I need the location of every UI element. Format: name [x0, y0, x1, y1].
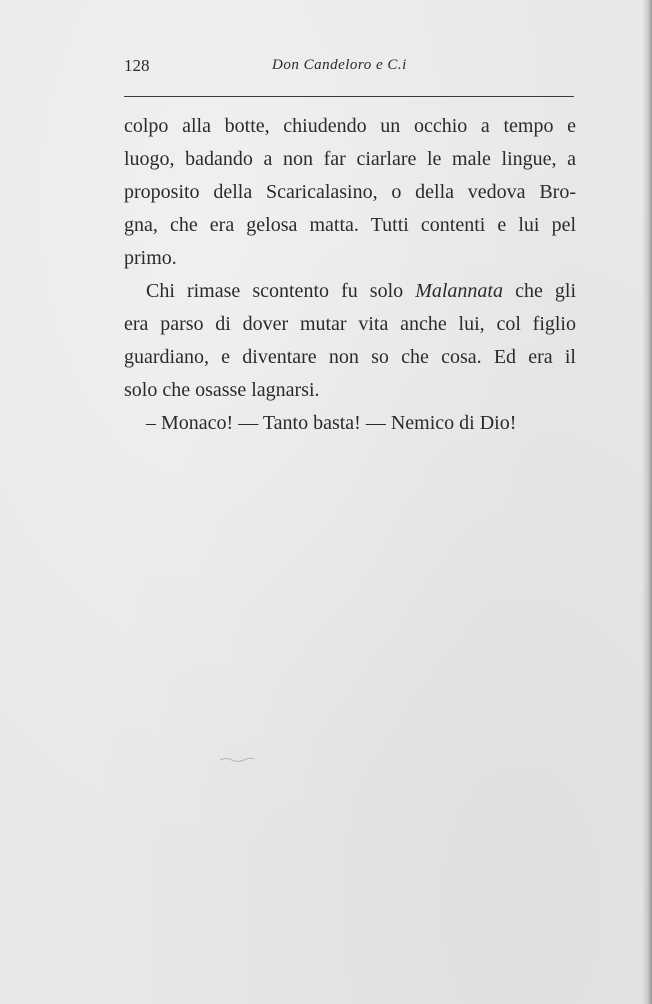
text-line-paragraph-start: [124, 275, 576, 308]
text-fragment: che gli: [503, 280, 577, 302]
body-text: [124, 110, 576, 440]
text-line-dialogue: – Monaco! — Tanto basta! — Nemico di Dio!: [146, 412, 517, 434]
text-line: proposito della Scaricalasino, o della vedova Bro-: [124, 181, 576, 203]
text-line: guardiano, e diventare non so che cosa. Ed era il: [124, 346, 576, 368]
text-line: solo che osasse lagnarsi.: [124, 379, 320, 401]
page-header: [124, 56, 574, 80]
page-number: 128: [124, 56, 150, 75]
page-edge-shadow: [642, 0, 652, 1004]
text-line: gna, che era gelosa matta. Tutti contenti e lui pel: [124, 214, 576, 236]
header-rule: [124, 96, 574, 97]
text-line: primo.: [124, 247, 177, 269]
italic-name: Malannata: [415, 280, 503, 302]
text-fragment: Chi rimase scontento fu solo: [146, 280, 416, 302]
text-line: colpo alla botte, chiudendo un occhio a tempo e: [124, 115, 576, 137]
ink-smudge: [218, 755, 256, 765]
running-title: Don Candeloro e C.i: [272, 57, 407, 73]
text-line: era parso di dover mutar vita anche lui, col figlio: [124, 313, 576, 335]
text-line: luogo, badando a non far ciarlare le male lingue, a: [124, 148, 576, 170]
